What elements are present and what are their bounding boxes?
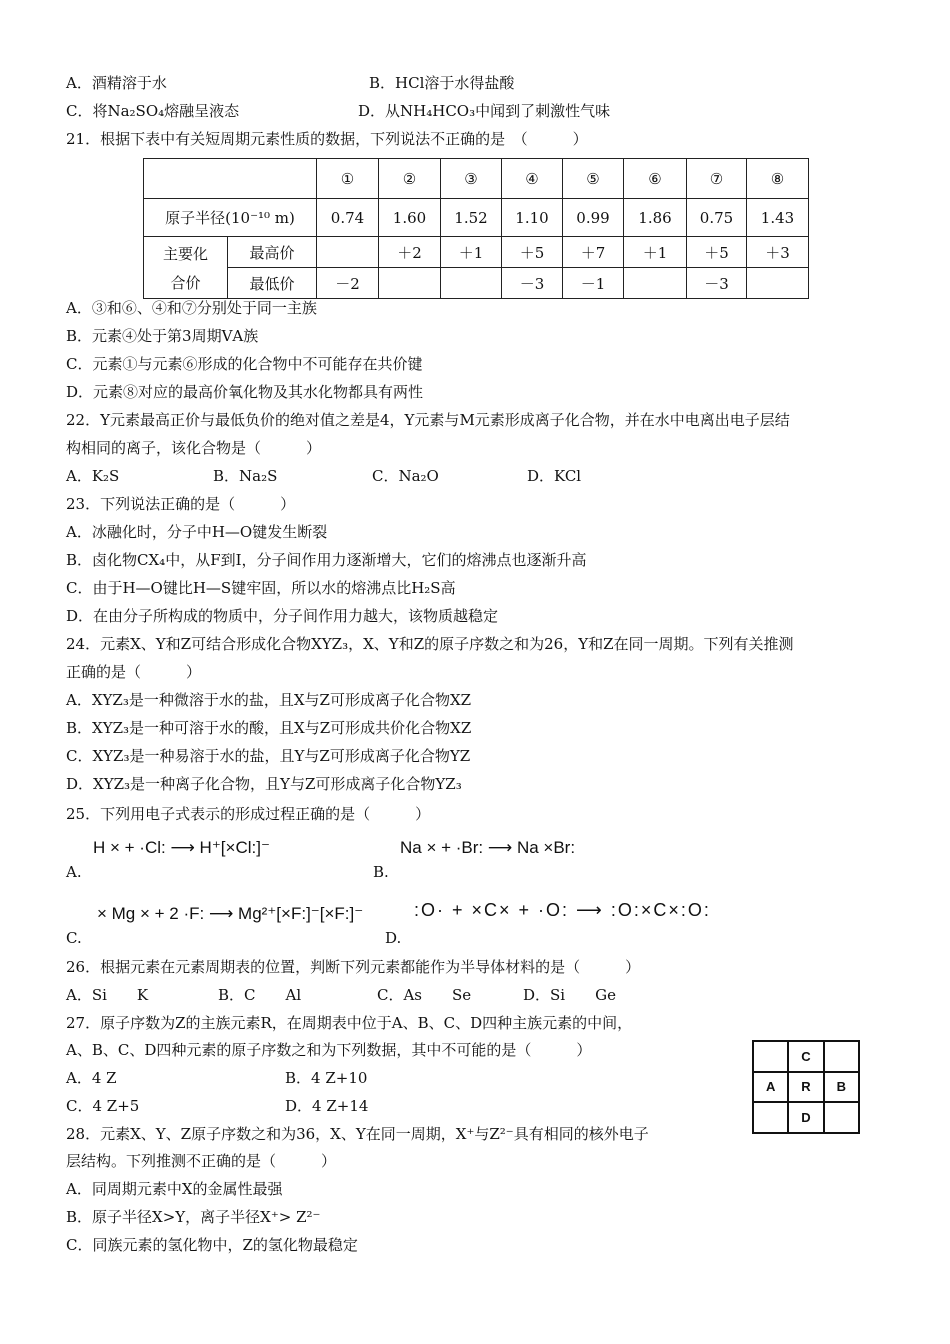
radius-cell: 0.99 [563, 199, 624, 237]
q25-label-b: B. [373, 863, 389, 881]
radius-cell: 1.86 [624, 199, 687, 237]
highest-cell: ＋2 [379, 237, 441, 268]
lowest-cell [624, 268, 687, 299]
grid-cell-c: C [788, 1041, 823, 1072]
q21-option-d: D．元素⑧对应的最高价氧化物及其水化物都具有两性 [66, 383, 424, 401]
q24-option-d: D．XYZ₃是一种离子化合物，且Y与Z可形成离子化合物YZ₃ [66, 775, 462, 793]
q23-option-b: B．卤化物CX₄中，从F到I，分子间作用力逐渐增大，它们的熔沸点也逐渐升高 [66, 551, 587, 569]
q27-stem-line2: A、B、C、D四种元素的原子序数之和为下列数据，其中不可能的是（ ） [66, 1041, 592, 1059]
radius-cell: 1.10 [502, 199, 563, 237]
q24-option-b: B．XYZ₃是一种可溶于水的酸，且X与Z可形成共价化合物XZ [66, 719, 472, 737]
grid-cell-a: A [753, 1072, 788, 1103]
lowest-cell: －3 [687, 268, 747, 299]
q28-option-a: A．同周期元素中X的金属性最强 [66, 1180, 283, 1198]
q24-option-c: C．XYZ₃是一种易溶于水的盐，且Y与Z可形成离子化合物YZ [66, 747, 471, 765]
radius-cell: 0.75 [687, 199, 747, 237]
q21-option-a: A．③和⑥、④和⑦分别处于同一主族 [66, 299, 317, 317]
valence-label [144, 237, 228, 299]
radius-row [144, 199, 809, 237]
q22-stem-line2: 构相同的离子，该化合物是（ ） [66, 439, 322, 457]
lowest-cell: －1 [563, 268, 624, 299]
q26-option-a: A．Si K [66, 986, 149, 1004]
q22-option-b: B．Na₂S [213, 467, 278, 485]
grid-cell [824, 1041, 859, 1072]
grid-cell [753, 1102, 788, 1133]
header-cell: ⑧ [747, 159, 809, 199]
q27-option-c: C．4 Z+5 [66, 1097, 140, 1115]
valence-label-line1: 主要化 [162, 244, 208, 263]
q23-stem: 23．下列说法正确的是（ ） [66, 495, 296, 513]
q23-option-a: A．冰融化时，分子中H—O键发生断裂 [66, 523, 328, 541]
q26-option-d: D．Si Ge [523, 986, 616, 1004]
header-cell: ③ [441, 159, 502, 199]
q28-option-c: C．同族元素的氢化物中，Z的氢化物最稳定 [66, 1236, 358, 1254]
q26-option-c: C．As Se [377, 986, 472, 1004]
q24-option-a: A．XYZ₃是一种微溶于水的盐，且X与Z可形成离子化合物XZ [66, 691, 472, 709]
radius-label: 原子半径(10⁻¹⁰ m) [144, 199, 317, 237]
q26-stem: 26．根据元素在元素周期表的位置，判断下列元素都能作为半导体材料的是（ ） [66, 958, 641, 976]
highest-cell: ＋5 [687, 237, 747, 268]
highest-cell: ＋1 [441, 237, 502, 268]
highest-label: 最高价 [228, 237, 317, 268]
q27-stem-line1: 27．原子序数为Z的主族元素R，在周期表中位于A、B、C、D四种主族元素的中间， [66, 1014, 633, 1032]
header-cell: ⑤ [563, 159, 624, 199]
lowest-valence-row [144, 268, 809, 299]
table-corner-cell [144, 159, 317, 199]
q22-stem-line1: 22．Y元素最高正价与最低负价的绝对值之差是4，Y元素与M元素形成离子化合物，并在水中电离出电子层结 [66, 411, 790, 429]
highest-cell: ＋1 [624, 237, 687, 268]
radius-cell: 1.52 [441, 199, 502, 237]
grid-cell-b: B [824, 1072, 859, 1103]
valence-label-line2: 合价 [170, 273, 201, 292]
q22-option-d: D．KCl [527, 467, 582, 485]
q25-formula-c: × Mg × + 2 ·F: ⟶ Mg²⁺[×F:]⁻[×F:]⁻ [97, 904, 364, 923]
q27-option-b: B．4 Z+10 [285, 1069, 368, 1087]
grid-cell-r: R [788, 1072, 823, 1103]
highest-valence-row [144, 237, 809, 268]
q28-stem-line1: 28．元素X、Y、Z原子序数之和为36，X、Y在同一周期，X⁺与Z²⁻具有相同的核外电子 [66, 1125, 649, 1143]
header-cell: ④ [502, 159, 563, 199]
header-cell: ② [379, 159, 441, 199]
lowest-label: 最低价 [228, 268, 317, 299]
q22-option-a: A．K₂S [66, 467, 120, 485]
header-cell: ① [317, 159, 379, 199]
grid-cell [824, 1102, 859, 1133]
header-cell: ⑦ [687, 159, 747, 199]
grid-cell [753, 1041, 788, 1072]
q25-label-c: C. [66, 929, 82, 947]
q25-stem: 25．下列用电子式表示的形成过程正确的是（ ） [66, 805, 431, 823]
q23-option-d: D．在由分子所构成的物质中，分子间作用力越大，该物质越稳定 [66, 607, 499, 625]
periodic-position-grid [752, 1040, 860, 1134]
highest-cell: ＋7 [563, 237, 624, 268]
highest-cell: ＋5 [502, 237, 563, 268]
q21-stem: 21．根据下表中有关短周期元素性质的数据，下列说法不正确的是 （ ） [66, 130, 588, 148]
q27-option-a: A．4 Z [66, 1069, 117, 1087]
q20-option-d: D．从NH₄HCO₃中闻到了刺激性气味 [358, 102, 611, 120]
q25-label-d: D. [385, 929, 402, 947]
lowest-cell [441, 268, 502, 299]
q27-option-d: D．4 Z+14 [285, 1097, 369, 1115]
header-cell: ⑥ [624, 159, 687, 199]
q25-label-a: A. [66, 863, 82, 881]
q25-formula-a: H × + ·Cl: ⟶ H⁺[×Cl:]⁻ [93, 838, 270, 857]
lowest-cell [747, 268, 809, 299]
lowest-cell: －2 [317, 268, 379, 299]
element-properties-table [143, 158, 809, 299]
q26-option-b: B．C Al [218, 986, 302, 1004]
radius-cell: 1.60 [379, 199, 441, 237]
q24-stem-line1: 24．元素X、Y和Z可结合形成化合物XYZ₃，X、Y和Z的原子序数之和为26，Y和Z在同一周期。下列有关推测 [66, 635, 794, 653]
q25-formula-b: Na × + ·Br: ⟶ Na ×Br: [400, 838, 576, 857]
q20-option-b: B．HCl溶于水得盐酸 [369, 74, 515, 92]
grid-cell-d: D [788, 1102, 823, 1133]
radius-cell: 1.43 [747, 199, 809, 237]
q20-option-c: C．将Na₂SO₄熔融呈液态 [66, 102, 240, 120]
lowest-cell [379, 268, 441, 299]
table-header-row [144, 159, 809, 199]
q28-option-b: B．原子半径X>Y，离子半径X⁺> Z²⁻ [66, 1208, 321, 1226]
highest-cell [317, 237, 379, 268]
highest-cell: ＋3 [747, 237, 809, 268]
q24-stem-line2: 正确的是（ ） [66, 663, 202, 681]
q21-option-c: C．元素①与元素⑥形成的化合物中不可能存在共价键 [66, 355, 423, 373]
q28-stem-line2: 层结构。下列推测不正确的是（ ） [66, 1152, 337, 1170]
q22-option-c: C．Na₂O [372, 467, 439, 485]
q23-option-c: C．由于H—O键比H—S键牢固，所以水的熔沸点比H₂S高 [66, 579, 456, 597]
q20-option-a: A．酒精溶于水 [66, 74, 167, 92]
radius-cell: 0.74 [317, 199, 379, 237]
lowest-cell: －3 [502, 268, 563, 299]
q21-option-b: B．元素④处于第3周期ⅤA族 [66, 327, 259, 345]
q25-formula-d: :O· + ×C× + ·O: ⟶ :O:×C×:O: [414, 900, 711, 920]
